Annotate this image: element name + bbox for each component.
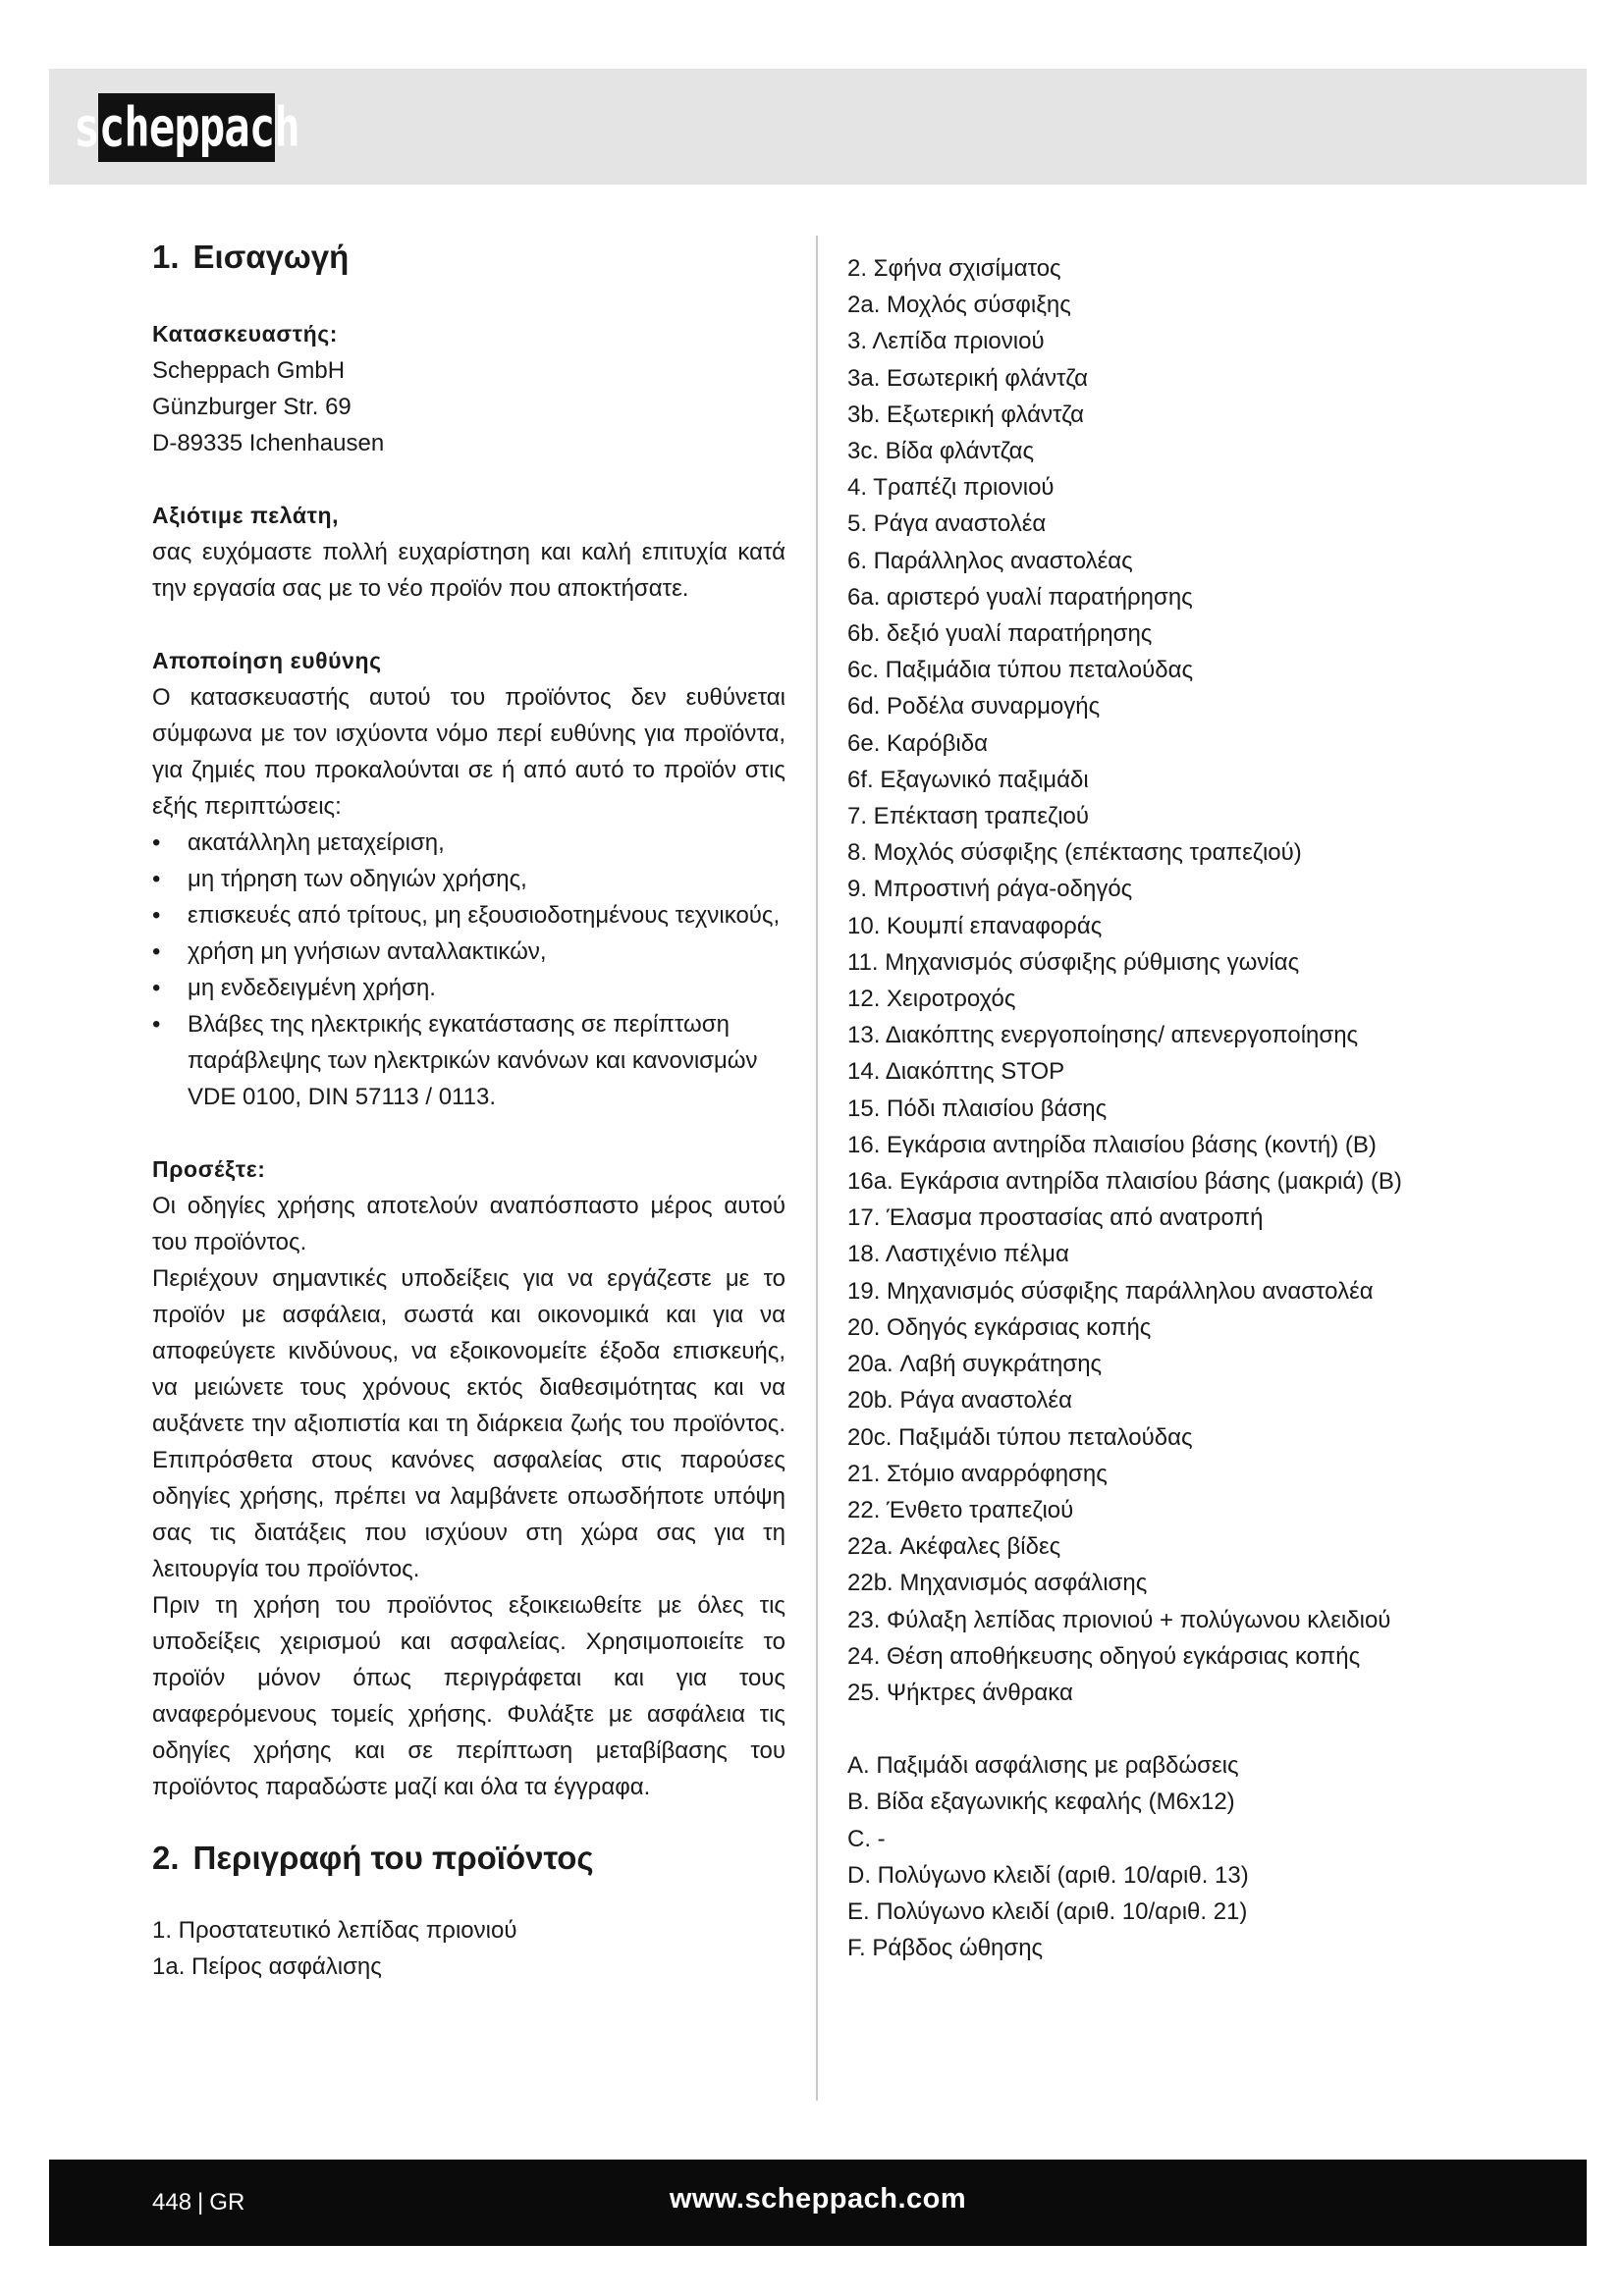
list-item: 20b. Ράγα αναστολέα [847, 1387, 1072, 1415]
list-item: 7. Επέκταση τραπεζιού [847, 803, 1090, 830]
list-item: E. Πολύγωνο κλειδί (αριθ. 10/αριθ. 21) [847, 1897, 1248, 1925]
list-item: 6b. δεξιό γυαλί παρατήρησης [847, 620, 1153, 648]
list-item: 6. Παράλληλος αναστολέας [847, 547, 1133, 574]
manufacturer-street: Günzburger Str. 69 [152, 393, 352, 420]
manufacturer-heading: Κατασκευαστής: [152, 320, 339, 347]
list-item: 3c. Βίδα φλάντζας [847, 438, 1035, 465]
list-item: 22b. Μηχανισμός ασφάλισης [847, 1570, 1148, 1597]
section-1-heading: 1. Εισαγωγή [152, 239, 350, 275]
list-item: 23. Φύλαξη λεπίδας πριονιού + πολύγωνου κλειδιού [847, 1606, 1391, 1633]
list-item: 22a. Ακέφαλες βίδες [847, 1533, 1061, 1561]
list-item: 18. Λαστιχένιο πέλμα [847, 1241, 1069, 1268]
list-item: 24. Θέση αποθήκευσης οδηγού εγκάρσιας κοπής [847, 1642, 1361, 1670]
website-link[interactable]: www.scheppach.com [669, 2183, 967, 2215]
list-item: 20c. Παξιμάδι τύπου πεταλούδας [847, 1423, 1193, 1451]
brand-logo-text: scheppach [74, 96, 299, 159]
list-item: 6d. Ροδέλα συναρμογής [847, 693, 1101, 721]
list-item: 12. Χειροτροχός [847, 986, 1016, 1013]
list-item: 8. Μοχλός σύσφιξης (επέκτασης τραπεζιού) [847, 839, 1302, 867]
manufacturer-city: D-89335 Ichenhausen [152, 429, 385, 456]
liability-heading: Αποποίηση ευθύνης [152, 647, 382, 673]
list-item: 3. Λεπίδα πριονιού [847, 328, 1045, 355]
customer-heading: Αξιότιμε πελάτη, [152, 502, 340, 528]
list-item: • ακατάλληλη μεταχείριση, [152, 825, 785, 861]
list-item: • χρήση μη γνήσιων ανταλλακτικών, [152, 934, 785, 970]
list-item: 9. Μπροστινή ράγα-οδηγός [847, 876, 1133, 903]
list-item: C. - [847, 1825, 886, 1852]
list-item: 6a. αριστερό γυαλί παρατήρησης [847, 583, 1193, 611]
list-item: 16. Εγκάρσια αντηρίδα πλαισίου βάσης (κοντή) (B) [847, 1131, 1377, 1158]
list-item: 25. Ψήκτρες άνθρακα [847, 1679, 1073, 1706]
manufacturer-name: Scheppach GmbH [152, 356, 346, 384]
list-item: 1a. Πείρος ασφάλισης [152, 1953, 382, 1981]
list-item: 2. Σφήνα σχισίματος [847, 255, 1061, 282]
list-item: • επισκευές από τρίτους, μη εξουσιοδοτημένους τεχνικούς, [152, 897, 785, 934]
section-2-heading: 2. Περιγραφή του προϊόντος [152, 1839, 594, 1876]
list-item: • μη ενδεδειγμένη χρήση. [152, 970, 785, 1006]
right-column [847, 250, 1476, 1966]
list-item: 13. Διακόπτης ενεργοποίησης/ απενεργοποίησης [847, 1022, 1359, 1049]
list-item: • Βλάβες της ηλεκτρικής εγκατάστασης σε περίπτωση παράβλεψης των ηλεκτρικών κανόνων και κανονισμών VDE 0100, DIN 57113 / 0113. [152, 1006, 785, 1115]
list-item: • μη τήρηση των οδηγιών χρήσης, [152, 861, 785, 897]
attention-heading: Προσέξτε: [152, 1155, 266, 1182]
list-item: 5. Ράγα αναστολέα [847, 510, 1047, 538]
list-item: 20a. Λαβή συγκράτησης [847, 1351, 1103, 1378]
brand-logo [74, 93, 299, 162]
header-bar [49, 69, 1587, 185]
list-item: 4. Τραπέζι πριονιού [847, 474, 1055, 502]
liability-text: Ο κατασκευαστής αυτού του προϊόντος δεν ευθύνεται σύμφωνα με τον ισχύοντα νόμο περί ευθύνης για προϊόντα, για ζημιές που προκαλούνται σε ή από αυτό το προϊόν στις εξής περιπτώσεις: [152, 683, 785, 820]
liability-list [152, 825, 785, 1115]
attention-paragraph-2: Περιέχουν σημαντικές υποδείξεις για να εργάζεστε με το προϊόν με ασφάλεια, σωστά και οικονομικά και για να αποφεύγετε κινδύνους, να εξοικονομείτε έξοδα επισκευής, να μειώνετε τους χρόνους εκτός διαθεσιμότητας και να αυξάνετε την αξιοπιστία και τη διάρκεια ζωής του προϊόντος. Επιπρόσθετα στους κανόνες ασφαλείας στις παρούσες οδηγίες χρήσης, πρέπει να λαμβάνετε οπωσδήποτε υπόψη σας τις διατάξεις που ισχύουν στη χώρα σας για τη λειτουργία του προϊόντος. [152, 1264, 785, 1582]
left-column [152, 238, 785, 1986]
list-item: 17. Έλασμα προστασίας από ανατροπή [847, 1204, 1264, 1232]
list-item: 15. Πόδι πλαισίου βάσης [847, 1095, 1108, 1122]
list-item: 20. Οδηγός εγκάρσιας κοπής [847, 1313, 1152, 1341]
list-item: 2a. Μοχλός σύσφιξης [847, 292, 1071, 319]
attention-paragraph-1: Οι οδηγίες χρήσης αποτελούν αναπόσπαστο μέρος αυτού του προϊόντος. [152, 1192, 785, 1255]
page-number: 448 | GR [152, 2189, 245, 2216]
footer-bar [49, 2160, 1587, 2246]
list-item: 22. Ένθετο τραπεζιού [847, 1496, 1074, 1523]
list-item: A. Παξιμάδι ασφάλισης με ραβδώσεις [847, 1752, 1239, 1780]
list-item: F. Ράβδος ώθησης [847, 1935, 1044, 1962]
list-item: D. Πολύγωνο κλειδί (αριθ. 10/αριθ. 13) [847, 1861, 1249, 1889]
list-item: 6c. Παξιμάδια τύπου πεταλούδας [847, 657, 1194, 684]
accessories-list [847, 1747, 1476, 1966]
list-item: 6e. Καρόβιδα [847, 729, 988, 757]
list-item: 11. Μηχανισμός σύσφιξης ρύθμισης γωνίας [847, 948, 1300, 976]
list-item: 6f. Εξαγωνικό παξιμάδι [847, 766, 1089, 793]
column-divider [816, 236, 818, 2101]
customer-text: σας ευχόμαστε πολλή ευχαρίστηση και καλή επιτυχία κατά την εργασία σας με το νέο προϊόν που αποκτήσατε. [152, 538, 785, 602]
attention-paragraph-3: Πριν τη χρήση του προϊόντος εξοικειωθείτε με όλες τις υποδείξεις χειρισμού και ασφαλείας. Χρησιμοποιείτε το προϊόν μόνον όπως περιγράφεται και για τους αναφερόμενους τομείς χρήσης. Φυλάξτε με ασφάλεια τις οδηγίες χρήσης και σε περίπτωση μεταβίβασης του προϊόντος παραδώστε μαζί και όλα τα έγγραφα. [152, 1591, 785, 1800]
list-item: 3a. Εσωτερική φλάντζα [847, 364, 1089, 392]
list-item: 1. Προστατευτικό λεπίδας πριονιού [152, 1917, 517, 1945]
list-item: 14. Διακόπτης STOP [847, 1058, 1065, 1086]
parts-list [847, 250, 1476, 1711]
list-item: 21. Στόμιο αναρρόφησης [847, 1460, 1108, 1487]
parts-list-start [152, 1912, 785, 1985]
list-item: B. Βίδα εξαγωνικής κεφαλής (M6x12) [847, 1789, 1235, 1816]
list-item: 10. Κουμπί επαναφοράς [847, 912, 1103, 939]
list-item: 3b. Εξωτερική φλάντζα [847, 400, 1084, 428]
list-item: 19. Μηχανισμός σύσφιξης παράλληλου αναστολέα [847, 1277, 1374, 1305]
list-item: 16a. Εγκάρσια αντηρίδα πλαισίου βάσης (μακριά) (B) [847, 1168, 1402, 1196]
